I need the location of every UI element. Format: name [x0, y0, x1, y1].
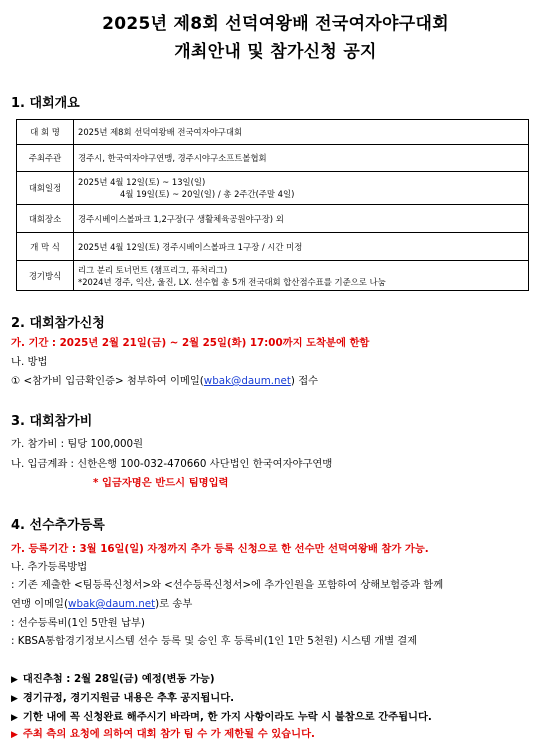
triangle-icon: ▶: [11, 694, 18, 704]
row-label: 대회일정: [17, 172, 74, 205]
notice-item: [11, 689, 234, 704]
registration-method-label: 나. 추가등록방법: [11, 561, 88, 573]
row-label: 대회장소: [17, 205, 74, 233]
row-value: [74, 261, 529, 291]
schedule-line2: 4월 19일(토) ~ 20일(일) / 총 2주간(주말 4일): [120, 189, 295, 199]
table-row: [17, 233, 529, 261]
row-value: 2025년 제8회 선덕여왕배 전국여자야구대회: [74, 120, 529, 145]
overview-table: [16, 119, 529, 291]
registration-period: 가. 등록기간 : 3월 16일(일) 자정까지 추가 등록 신청으로 한 선수만 선덕여왕배 참가 가능.: [11, 543, 429, 555]
row-label: 개 막 식: [17, 233, 74, 261]
table-row: [17, 205, 529, 233]
section3-heading: 3. 대회참가비: [11, 414, 93, 429]
row-value: 경주시, 한국여자야구연맹, 경주시야구소프트볼협회: [74, 145, 529, 172]
registration-desc2: [11, 595, 192, 610]
registration-fee: : 선수등록비(1인 5만원 납부): [11, 617, 145, 629]
email-link[interactable]: wbak@daum.net: [68, 598, 156, 610]
notice-item: [11, 708, 432, 723]
triangle-icon: ▶: [11, 713, 18, 723]
table-row: [17, 261, 529, 291]
desc2-text-post: )로 송부: [155, 598, 193, 610]
notice-item-warning: [11, 725, 315, 740]
page-title-line1: 2025년 제8회 선덕여왕배 전국여자야구대회: [102, 14, 449, 34]
notice-text: 주최 측의 요청에 의하여 대회 참가 팀 수 가 제한될 수 있습니다.: [22, 728, 315, 740]
table-row: [17, 172, 529, 205]
registration-desc1: : 기존 제출한 <팀등록신청서>와 <선수등록신청서>에 추가인원을 포함하여 상해보험증과 함께: [11, 579, 444, 591]
page-title-line2: 개최안내 및 참가신청 공지: [174, 42, 377, 62]
fee-line: 가. 참가비 : 팀당 100,000원: [11, 438, 144, 450]
notice-text: 대진추첨 : 2월 28일(금) 예정(변동 가능): [22, 673, 215, 685]
row-label: 경기방식: [17, 261, 74, 291]
triangle-icon: ▶: [11, 730, 18, 740]
row-label: 주최주관: [17, 145, 74, 172]
section1-heading: 1. 대회개요: [11, 96, 80, 111]
application-method: [11, 372, 318, 387]
account-line: 나. 입금계좌 : 신한은행 100-032-470660 사단법인 한국여자야구연맹: [11, 458, 333, 470]
section2-heading: 2. 대회참가신청: [11, 316, 105, 331]
triangle-icon: ▶: [11, 675, 18, 685]
table-row: [17, 145, 529, 172]
application-period: 가. 기간 : 2025년 2월 21일(금) ~ 2월 25일(화) 17:00까지 도착분에 한함: [11, 337, 370, 349]
row-value: [74, 172, 529, 205]
kbsa-registration: : KBSA통합경기정보시스템 선수 등록 및 승인 후 등록비(1인 1만 5천원) 시스템 개별 결제: [11, 635, 418, 647]
method-text-post: ) 접수: [290, 375, 319, 387]
notice-text: 기한 내에 꼭 신청완료 해주시기 바라며, 한 가지 사항이라도 누락 시 불참으로 간주됩니다.: [22, 711, 432, 723]
method-text-pre: ① <참가비 입금확인증> 첨부하여 이메일(: [11, 375, 204, 387]
table-row: [17, 120, 529, 145]
section4-heading: 4. 선수추가등록: [11, 518, 105, 533]
deposit-note: * 입금자명은 반드시 팀명입력: [93, 477, 229, 489]
email-link[interactable]: wbak@daum.net: [203, 375, 291, 387]
notice-item: [11, 670, 215, 685]
desc2-text-pre: 연맹 이메일(: [11, 598, 69, 610]
format-line2: *2024년 경주, 익산, 울진, LX. 선수협 총 5개 전국대회 합산점수표를 기준으로 나눔: [78, 276, 386, 287]
application-method-label: 나. 방법: [11, 356, 48, 368]
row-value: 2025년 4월 12일(토) 경주시베이스볼파크 1구장 / 시간 미정: [74, 233, 529, 261]
row-label: 대 회 명: [17, 120, 74, 145]
format-line1: 리그 분리 토너먼트 (챔프리그, 퓨처리그): [78, 264, 228, 275]
schedule-line1: 2025년 4월 12일(토) ~ 13일(일): [78, 177, 206, 187]
notice-text: 경기규정, 경기지원금 내용은 추후 공지됩니다.: [22, 692, 235, 704]
row-value: 경주시베이스볼파크 1,2구장(구 생활체육공원야구장) 외: [74, 205, 529, 233]
